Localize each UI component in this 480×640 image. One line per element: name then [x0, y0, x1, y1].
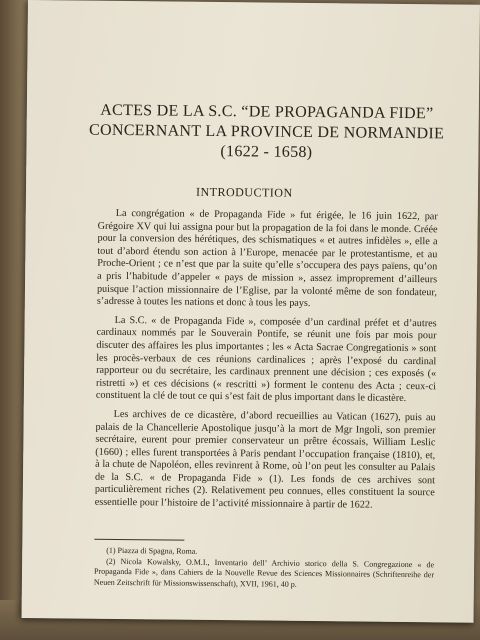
paragraph: La S.C. « de Propaganda Fide », composée d’un cardinal préfet et d’autres cardinaux nommés par le Souverain Pontife, se réunit une fois par mois pour discuter des affaires les plus importantes ; les « Acta Sacrae Congregationis » sont les procès-verbaux de ces réunions cardinalices ; après l’exposé du cardinal rapporteur ou du secrétaire, les cardinaux prennent une décision ; ces exposés (« ristretti ») et ces décisions (« rescritti ») forment le contenu des Acta ; ceux-ci constituent la clé de tout ce qui s’est fait de plus important dans le dicastère. — [95, 314, 437, 405]
footnotes — [94, 546, 434, 592]
footnote: (2) Nicola Kowalsky, O.M.I., Inventario dell’ Archivio storico della S. Congregazione « de Propaganda Fide », dans Cahiers de la Nouvelle Revue des Sciences Missionnaires (Schriftenreihe der Neuen Zeitschrift für Missionswissenschaft), XVII, 1961, 40 p. — [93, 556, 435, 589]
title-line: ACTES DE LA S.C. “DE PROPAGANDA FIDE” — [100, 101, 434, 123]
paragraph: Les archives de ce dicastère, d’abord recueillies au Vatican (1627), puis au palais de la Chancellerie Apostolique jusqu’à la mort de Mgr Ingoli, son premier secrétaire, eurent pour premier conservateur un prêtre écossais, William Leslic (1660) ; elles furent transportées à Paris pendant l’occupation française (1810), et, à la chute de Napoléon, elles revinrent à Rome, où l’on peut les consulter au Palais de la S.C. « de Propaganda Fide » (1). Les fonds de ces archives sont particulièrement riches (2). Relativement peu connues, elles constituent la source essentielle pour l’histoire de l’activité missionnaire à partir de 1622. — [94, 408, 436, 511]
section-heading: INTRODUCTION — [195, 184, 293, 200]
footnote: (1) Piazza di Spagna, Roma. — [106, 545, 198, 556]
document-title — [76, 101, 457, 165]
body-text — [95, 208, 438, 519]
title-line: CONCERNANT LA PROVINCE DE NORMANDIE — [88, 121, 445, 143]
document-page — [22, 0, 480, 623]
paragraph: La congrégation « de Propaganda Fide » fut érigée, le 16 juin 1622, par Grégoire XV qui lui assigna pour but la propagation de la foi dans le monde. Créée pour la conversion des hérétiques, des schismatiques « et autres infidèles », elle a tout d’abord étendu son action à l’Europe, menacée par le protestantisme, et au Proche-Orient ; ce n’est que par la suite qu’elle s’occupera des pays païens, qu’on a pris l’habitude d’appeler « pays de mission », assez improprement d’ailleurs puisque l’action missionnaire de l’Eglise, par la volonté même de son fondateur, s’adresse à toutes les nations et donc à tous les pays. — [96, 207, 438, 310]
title-dates: (1622 - 1658) — [220, 143, 313, 161]
footnote-divider — [94, 539, 184, 541]
